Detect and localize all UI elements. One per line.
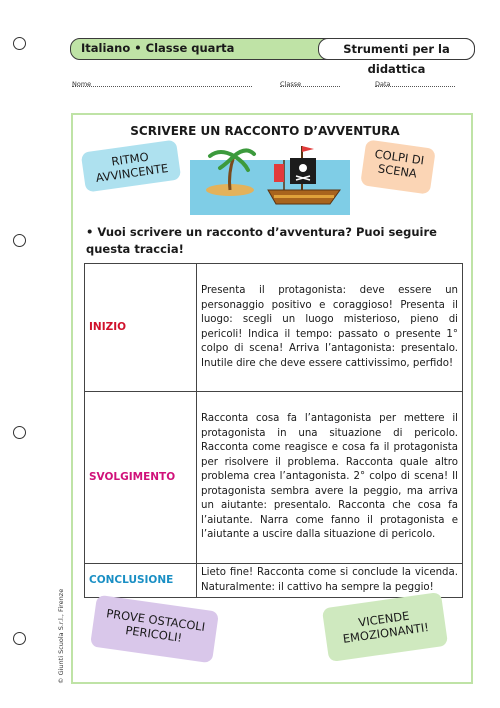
class-field-label: Classe [280,80,302,88]
badge-vicende-emozionanti: VICENDE EMOZIONANTI! [322,592,448,662]
story-structure-table [84,263,463,598]
binder-hole [13,37,26,50]
name-field-label: Nome [72,80,92,88]
table-row [85,392,463,564]
skull-icon [299,164,307,172]
row-label-conclusione: CONCLUSIONE [85,564,197,598]
binder-hole [13,632,26,645]
badge-prove-ostacoli: PROVE OSTACOLI PERICOLI! [90,595,219,664]
section-label: Strumenti per la didattica [318,38,475,60]
row-text-svolgimento: Racconta cosa fa l’antagonista per mettere il protagonista in una situazione di pericolo. Racconta come reagisce e cosa fa il protagonista per risolvere il problema. Racconta quale altro problema crea l’antagonista. 2° colpo di scena! Il protagonista sembra avere la peggio, ma arriva un aiutante: presentalo. Racconta che cosa fa l’aiutante. Narra come fanno il protagonista e l’aiutante a uscire dalla situazione di pericolo. [197,392,463,564]
binder-hole [13,234,26,247]
row-label-svolgimento: SVOLGIMENTO [85,392,197,564]
date-field-label: Data [375,80,391,88]
copyright-credit: © Giunti Scuola S.r.l., Firenze [57,588,65,684]
row-text-conclusione: Lieto fine! Racconta come si conclude la vicenda. Naturalmente: il cattivo ha sempre la peggio! [197,564,463,598]
badge-ritmo-avvincente: RITMO AVVINCENTE [81,140,182,193]
table-row [85,564,463,598]
rear-sail [274,164,284,182]
class-field-line[interactable] [280,80,340,87]
flag-icon [302,146,314,152]
row-label-inizio: INIZIO [85,264,197,392]
intro-question: • Vuoi scrivere un racconto d’avventura? Puoi seguire questa traccia! [86,225,437,256]
date-field-line[interactable] [375,80,455,87]
page-title: SCRIVERE UN RACCONTO D’AVVENTURA [130,124,400,138]
header-bar [70,38,475,76]
ship-stripe [274,195,334,198]
pirate-ship-illustration [190,138,350,218]
table-row [85,264,463,392]
row-text-inizio: Presenta il protagonista: deve essere un personaggio positivo e coraggioso! Presenta il luogo: scegli un luogo misterioso, pieno di pericoli! Indica il tempo: passato o presente 1° colpo di scena! Arriva l’antagonista: presentalo. Inutile dire che deve essere cattivissimo, perfido! [197,264,463,392]
subject-label: Italiano • Classe quarta [81,41,235,55]
name-field-line[interactable] [72,80,252,87]
binder-hole [13,426,26,439]
badge-colpi-di-scena: COLPI DI SCENA [360,139,436,194]
